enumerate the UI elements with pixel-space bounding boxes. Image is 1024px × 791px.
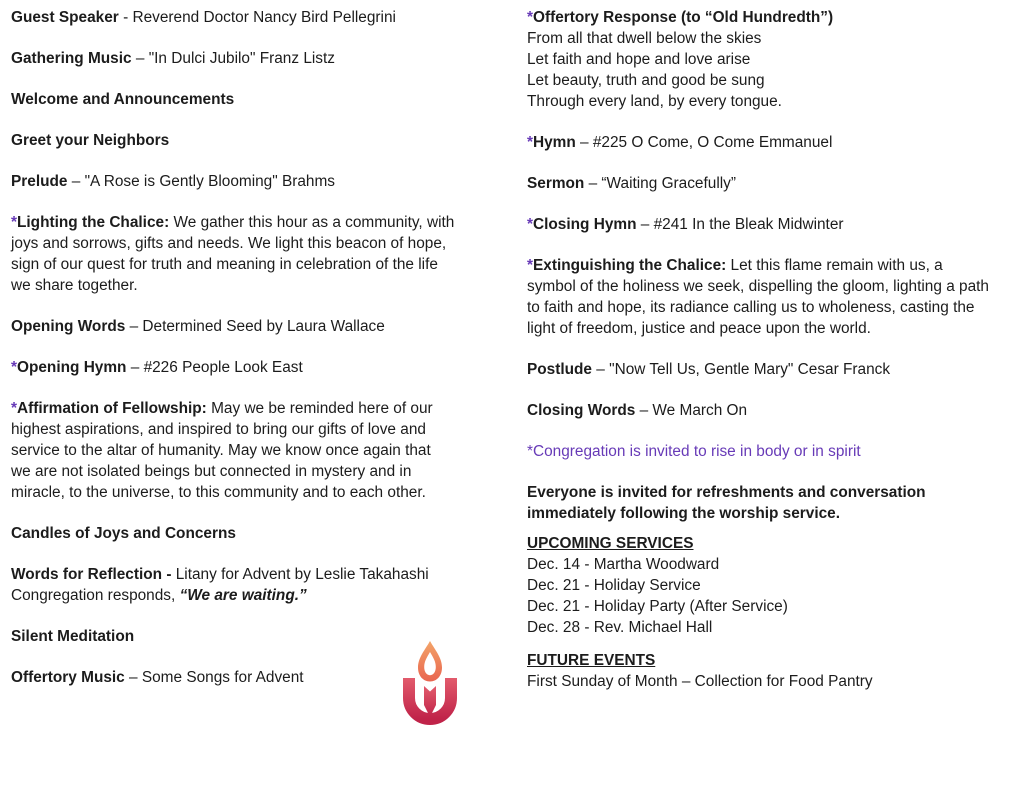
rise-asterisk: * xyxy=(11,214,17,231)
item-label: Prelude xyxy=(11,173,68,190)
item-text: – "Now Tell Us, Gentle Mary" Cesar Franck xyxy=(592,361,891,378)
item-text-line: Everyone is invited for refreshments and conversation xyxy=(527,484,926,501)
item-label: Hymn xyxy=(533,134,576,151)
item-label: Greet your Neighbors xyxy=(11,132,170,149)
item-label: Gathering Music xyxy=(11,50,132,67)
upcoming-services-heading: UPCOMING SERVICES xyxy=(527,535,694,552)
item-offertory-response xyxy=(527,7,1017,112)
item-label: Closing Hymn xyxy=(533,216,637,233)
item-opening-hymn xyxy=(11,357,463,378)
item-text: Litany for Advent by Leslie Takahashi xyxy=(171,566,429,583)
item-opening-words xyxy=(11,316,463,337)
item-greet-neighbors xyxy=(11,130,463,151)
item-text-line: to faith and hope, its radiance calling us to wholeness, casting the xyxy=(527,299,975,316)
item-text: – "In Dulci Jubilo" Franz Listz xyxy=(131,50,335,67)
item-label: Offertory Music xyxy=(11,669,125,686)
item-postlude xyxy=(527,359,1017,380)
item-text-line: service to the altar of humanity. May we know once again that xyxy=(11,442,431,459)
item-offertory-music xyxy=(11,667,463,688)
congregation-response-quote: “We are waiting.” xyxy=(179,587,307,604)
rise-in-body-note: *Congregation is invited to rise in body or in spirit xyxy=(527,443,861,460)
item-label: Affirmation of Fellowship: xyxy=(17,400,207,417)
item-candles-joys-concerns xyxy=(11,523,463,544)
verse-line: From all that dwell below the skies xyxy=(527,30,762,47)
rise-asterisk: * xyxy=(527,216,533,233)
item-closing-hymn xyxy=(527,214,1017,235)
item-text: – We March On xyxy=(635,402,748,419)
item-guest-speaker xyxy=(11,7,463,28)
flaming-chalice-logo xyxy=(399,640,461,734)
refreshments-note xyxy=(527,482,1017,524)
candle-icon xyxy=(424,686,436,717)
item-gathering-music xyxy=(11,48,463,69)
item-text-line: we are not isolated beings but connected in mystery and in xyxy=(11,463,412,480)
rise-asterisk: * xyxy=(527,257,533,274)
future-events-section xyxy=(527,650,1017,692)
verse-line: Let beauty, truth and good be sung xyxy=(527,72,765,89)
right-column xyxy=(527,7,1017,692)
item-text: – "A Rose is Gently Blooming" Brahms xyxy=(67,173,336,190)
item-text-line: symbol of the holiness we seek, dispelling the gloom, lighting a path xyxy=(527,278,989,295)
item-text-line: we share together. xyxy=(11,277,138,294)
item-text: – “Waiting Gracefully” xyxy=(584,175,736,192)
rise-asterisk: * xyxy=(11,359,17,376)
verse-line: Let faith and hope and love arise xyxy=(527,51,751,68)
item-label: Sermon xyxy=(527,175,585,192)
upcoming-services-section xyxy=(527,533,1017,638)
item-text: – Determined Seed by Laura Wallace xyxy=(125,318,385,335)
item-hymn xyxy=(527,132,1017,153)
item-text-line: miracle, to the universe, to this community and to each other. xyxy=(11,484,426,501)
item-text: – #226 People Look East xyxy=(126,359,303,376)
item-text: Let this flame remain with us, a xyxy=(726,257,943,274)
item-label: Candles of Joys and Concerns xyxy=(11,525,236,542)
item-text: We gather this hour as a community, with xyxy=(169,214,455,231)
rise-asterisk: * xyxy=(527,9,533,26)
item-text: - Reverend Doctor Nancy Bird Pellegrini xyxy=(118,9,396,26)
verse-line: Through every land, by every tongue. xyxy=(527,93,782,110)
item-label: Welcome and Announcements xyxy=(11,91,235,108)
item-label: Closing Words xyxy=(527,402,636,419)
upcoming-service-entry: Dec. 28 - Rev. Michael Hall xyxy=(527,619,713,636)
item-text-line: highest aspirations, and inspired to bring our gifts of love and xyxy=(11,421,426,438)
item-label: Words for Reflection - xyxy=(11,566,172,583)
item-words-for-reflection xyxy=(11,564,463,606)
item-text: – #225 O Come, O Come Emmanuel xyxy=(575,134,833,151)
item-label: Offertory Response (to “Old Hundredth”) xyxy=(533,9,834,26)
item-silent-meditation xyxy=(11,626,463,647)
rise-asterisk: * xyxy=(11,400,17,417)
item-text: – #241 In the Bleak Midwinter xyxy=(636,216,844,233)
item-lighting-the-chalice xyxy=(11,212,463,296)
future-events-heading: FUTURE EVENTS xyxy=(527,652,656,669)
item-label: Opening Hymn xyxy=(17,359,127,376)
item-text-line: sign of our quest for truth and meaning in celebration of the life xyxy=(11,256,438,273)
item-sermon xyxy=(527,173,1017,194)
item-extinguishing-the-chalice xyxy=(527,255,1017,339)
item-prelude xyxy=(11,171,463,192)
item-label: Silent Meditation xyxy=(11,628,135,645)
item-text: – Some Songs for Advent xyxy=(124,669,304,686)
rise-asterisk: * xyxy=(527,134,533,151)
item-closing-words xyxy=(527,400,1017,421)
item-text-line: light of freedom, justice and peace upon the world. xyxy=(527,320,871,337)
item-welcome-announcements xyxy=(11,89,463,110)
item-label: Lighting the Chalice: xyxy=(17,214,170,231)
item-text-line: immediately following the worship service. xyxy=(527,505,841,522)
upcoming-service-entry: Dec. 21 - Holiday Party (After Service) xyxy=(527,598,788,615)
item-affirmation-of-fellowship xyxy=(11,398,463,503)
item-text: May we be reminded here of our xyxy=(206,400,433,417)
upcoming-service-entry: Dec. 14 - Martha Woodward xyxy=(527,556,720,573)
item-text-line: joys and sorrows, gifts and needs. We light this beacon of hope, xyxy=(11,235,447,252)
item-label: Opening Words xyxy=(11,318,126,335)
item-label: Postlude xyxy=(527,361,592,378)
future-event-entry: First Sunday of Month – Collection for Food Pantry xyxy=(527,673,873,690)
left-column xyxy=(11,7,463,688)
item-label: Extinguishing the Chalice: xyxy=(533,257,727,274)
item-label: Guest Speaker xyxy=(11,9,119,26)
item-text-line: Congregation responds, xyxy=(11,587,180,604)
upcoming-service-entry: Dec. 21 - Holiday Service xyxy=(527,577,701,594)
